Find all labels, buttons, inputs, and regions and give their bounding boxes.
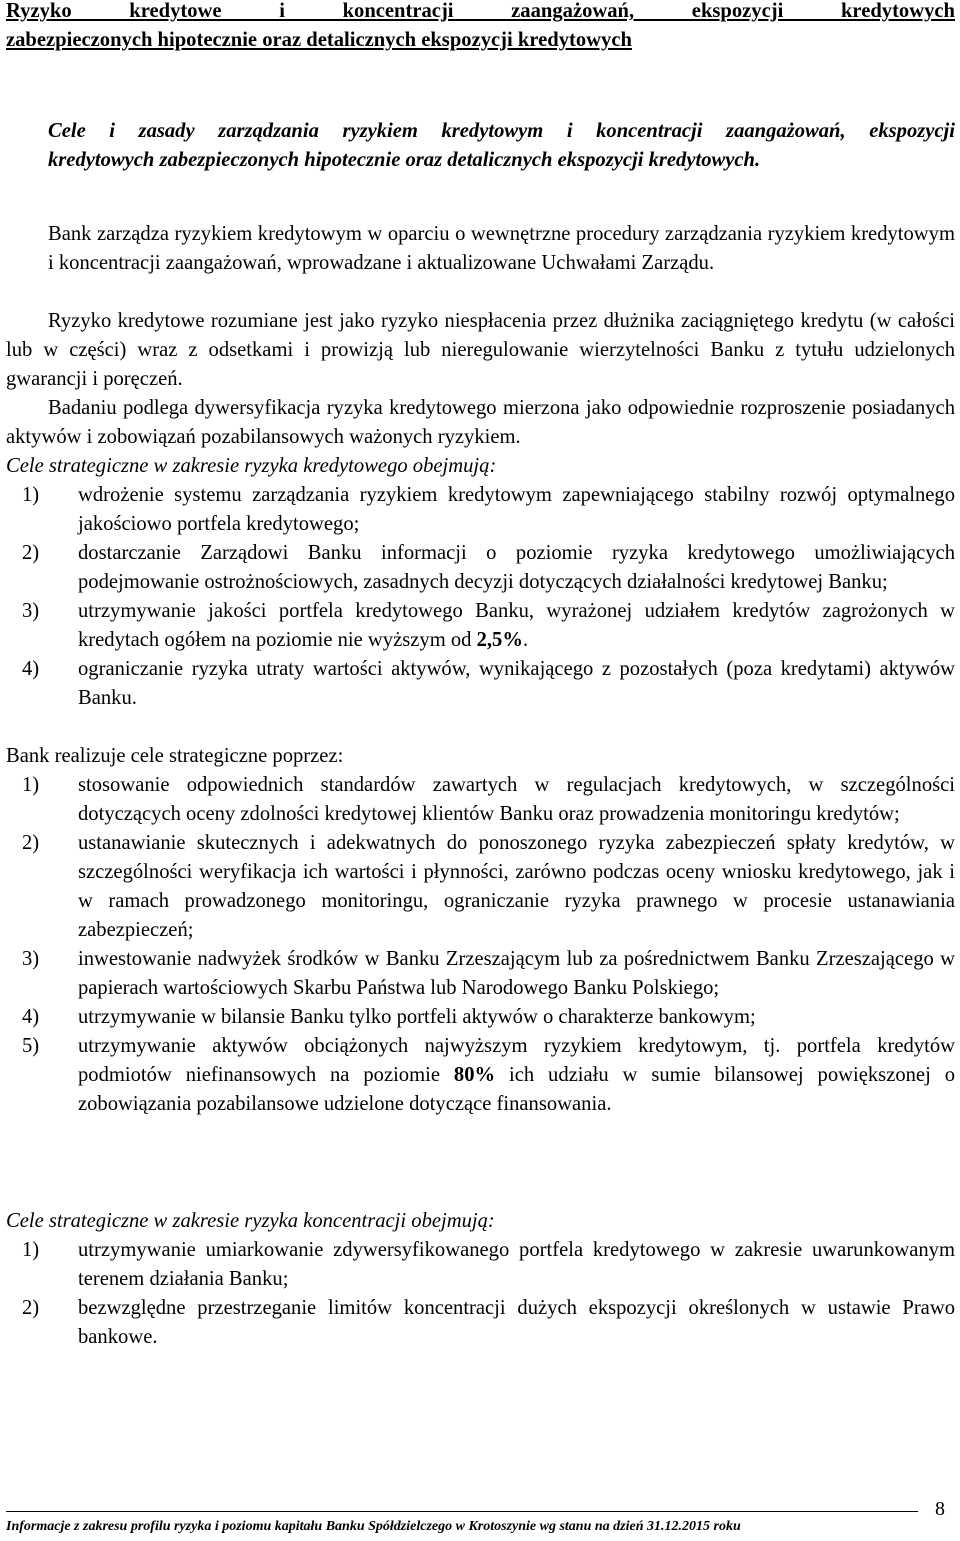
- list-item: [6, 771, 955, 829]
- section-title-line-2: zabezpieczonych hipotecznie oraz detalicznych ekspozycji kredytowych: [6, 29, 632, 51]
- list-item: [6, 1032, 955, 1119]
- list-item: [6, 1003, 955, 1032]
- list-item-text: dostarczanie Zarządowi Banku informacji o poziomie ryzyka kredytowego umożliwiających podejmowanie ostrożnościowych, zasadnych decyzji dotyczących działalności kredytowej Banku;: [78, 542, 955, 593]
- list-item-number: 1): [22, 774, 40, 796]
- list-item-text-end: ich udziału w sumie bilansowej powiększonej o zobowiązania pozabilansowe udzielone dotyczące finansowania.: [78, 1064, 955, 1115]
- list-item-text: inwestowanie nadwyżek środków w Banku Zrzeszającym lub za pośrednictwem Banku Zrzeszającego w papierach wartościowych Skarbu Państwa lub Narodowego Banku Polskiego;: [78, 948, 955, 999]
- list-item-text: ograniczanie ryzyka utraty wartości aktywów, wynikającego z pozostałych (poza kredytami) aktywów Banku.: [78, 658, 955, 709]
- paragraph-diversification: [6, 394, 955, 452]
- list-item-number: 2): [22, 542, 40, 564]
- list-item: [6, 539, 955, 597]
- credit-goals-heading: Cele strategiczne w zakresie ryzyka kredytowego obejmują:: [6, 455, 497, 477]
- list-item-text: utrzymywanie w bilansie Banku tylko portfeli aktywów o charakterze bankowym;: [78, 1006, 756, 1028]
- list-item-text-end: .: [522, 629, 529, 651]
- list-item-text: bezwzględne przestrzeganie limitów koncentracji dużych ekspozycji określonych w ustawie Prawo bankowe.: [78, 1297, 955, 1348]
- list-item: [6, 1294, 955, 1352]
- subsection-title-line-2: kredytowych zabezpieczonych hipotecznie oraz detalicznych ekspozycji kredytowych.: [48, 149, 761, 171]
- footer-text: Informacje z zakresu profilu ryzyka i poziomu kapitału Banku Spółdzielczego w Krotoszynie wg stanu na dzień 31.12.2015 roku: [6, 1519, 741, 1534]
- realization-heading: Bank realizuje cele strategiczne poprzez:: [6, 745, 344, 767]
- list-item: [6, 829, 955, 945]
- list-item: [6, 597, 955, 655]
- list-item-number: 2): [22, 832, 40, 854]
- paragraph-procedures: Bank zarządza ryzykiem kredytowym w oparciu o wewnętrzne procedury zarządzania ryzykiem kredytowym i koncentracji zaangażowań, wprowadzane i aktualizowane Uchwałami Zarządu.: [48, 223, 955, 274]
- realization-list: [6, 771, 955, 1119]
- list-item-level-value: 80%: [453, 1064, 496, 1086]
- list-item-number: 5): [22, 1035, 40, 1057]
- list-item-number: 3): [22, 948, 40, 970]
- concentration-goals-list: [6, 1236, 955, 1352]
- page-number: 8: [935, 1498, 945, 1520]
- section-title-line-1: Ryzyko kredytowe i koncentracji zaangażowań, ekspozycji kredytowych: [6, 0, 955, 22]
- list-item-text: ustanawianie skutecznych i adekwatnych do ponoszonego ryzyka zabezpieczeń spłaty kredytów, w szczególności weryfikacja ich wartości i płynności, zarówno podczas oceny wniosku kredytowego, jak i w ramach prowadzonego monitoringu, ograniczanie ryzyka prawnego w procesie ustanawiania zabezpieczeń;: [78, 832, 955, 941]
- list-item-text: stosowanie odpowiednich standardów zawartych w regulacjach kredytowych, w szczególności dotyczących oceny zdolności kredytowej klientów Banku oraz prowadzenia monitoringu kredytów;: [78, 774, 955, 825]
- list-item: [6, 1236, 955, 1294]
- subsection-title: [48, 117, 955, 175]
- credit-goals-list: [6, 481, 955, 713]
- list-item-number: 4): [22, 658, 40, 680]
- paragraph-credit-risk-definition-text: Ryzyko kredytowe rozumiane jest jako ryzyko niespłacenia przez dłużnika zaciągniętego kredytu (w całości lub w części) wraz z odsetkami i prowizją lub nieregulowanie wierzytelności Banku z tytułu udzielonych gwarancji i poręczeń.: [6, 310, 955, 390]
- list-item-text: utrzymywanie umiarkowanie zdywersyfikowanego portfela kredytowego w zakresie uwarunkowanym terenem działania Banku;: [78, 1239, 955, 1290]
- list-item-number: 1): [22, 1239, 40, 1261]
- list-item: [6, 481, 955, 539]
- paragraph-credit-risk-definition: [6, 307, 955, 394]
- list-item-text: utrzymywanie aktywów obciążonych najwyższym ryzykiem kredytowym, tj. portfela kredytów podmiotów niefinansowych na poziomie: [78, 1035, 955, 1086]
- footer-divider: [6, 1511, 918, 1512]
- list-item-number: 1): [22, 484, 40, 506]
- paragraph-diversification-text: Badaniu podlega dywersyfikacja ryzyka kredytowego mierzona jako odpowiednie rozproszenie posiadanych aktywów i zobowiązań pozabilansowych ważonych ryzykiem.: [6, 397, 955, 448]
- section-title: [6, 0, 955, 55]
- list-item-number: 3): [22, 600, 40, 622]
- list-item: [6, 655, 955, 713]
- list-item-text: wdrożenie systemu zarządzania ryzykiem kredytowym zapewniającego stabilny rozwój optymalnego jakościowo portfela kredytowego;: [78, 484, 955, 535]
- subsection-title-line-1: Cele i zasady zarządzania ryzykiem kredytowym i koncentracji zaangażowań, ekspozycji: [48, 120, 955, 142]
- concentration-goals-heading: Cele strategiczne w zakresie ryzyka koncentracji obejmują:: [6, 1210, 495, 1232]
- list-item-text: utrzymywanie jakości portfela kredytowego Banku, wyrażonej udziałem kredytów zagrożonych w kredytach ogółem na poziomie nie wyższym od: [78, 600, 955, 651]
- list-item-number: 4): [22, 1006, 40, 1028]
- list-item: [6, 945, 955, 1003]
- list-item-threshold-value: 2,5%: [476, 629, 523, 651]
- list-item-number: 2): [22, 1297, 40, 1319]
